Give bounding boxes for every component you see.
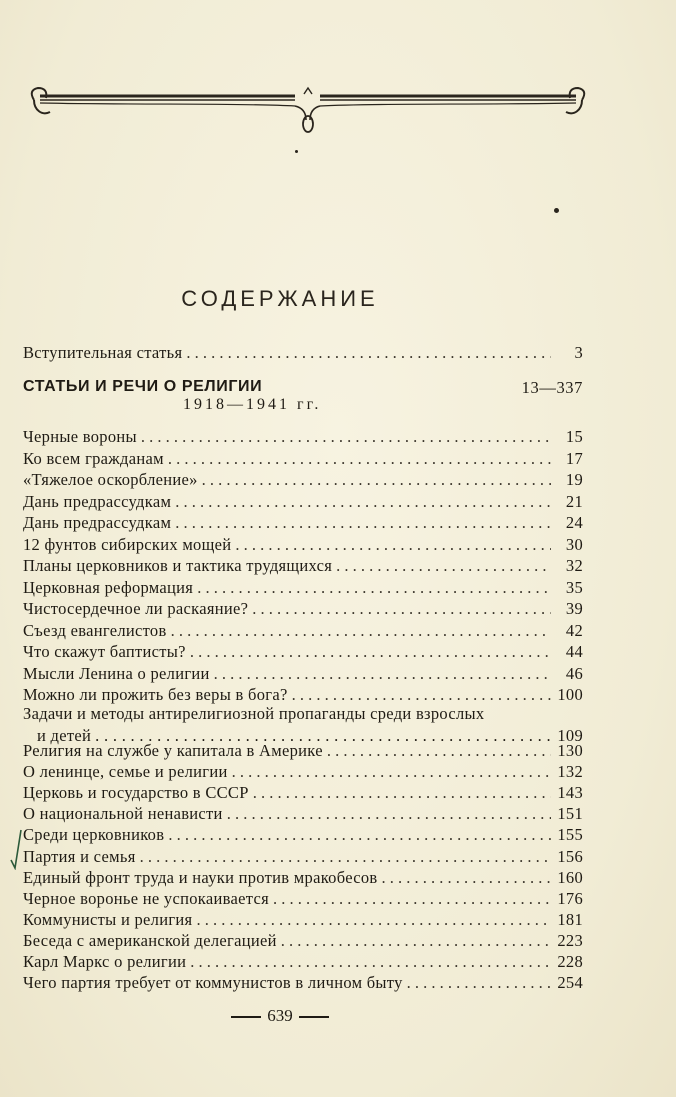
dot-leader (141, 427, 551, 447)
toc-entry (23, 556, 583, 578)
toc-entry (23, 578, 583, 600)
toc-entry-page: 24 (565, 513, 583, 532)
toc-entry-intro (23, 343, 583, 365)
dot-leader (232, 762, 551, 782)
toc-entry-title: Съезд евангелистов (23, 620, 167, 640)
toc-entry-page: 143 (557, 783, 583, 803)
dot-leader (202, 470, 551, 490)
toc-entry-page: 44 (565, 642, 583, 661)
toc-entry-title-line1: Задачи и методы антирелигиозной пропаганды среди взрослых (23, 704, 485, 723)
dot-leader (281, 931, 551, 951)
toc-entry-title: Черные вороны (23, 427, 137, 446)
page-number: 639 (267, 1006, 293, 1025)
toc-entry (23, 804, 583, 826)
toc-entry-title-line2: и детей (37, 726, 92, 745)
toc-entry-title: Среди церковников (23, 825, 165, 845)
dot-leader (327, 741, 551, 761)
dot-leader (336, 556, 551, 576)
toc-entry-title: Вступительная статья (23, 343, 183, 362)
toc-entry-page: 46 (565, 663, 583, 683)
dot-leader (168, 449, 551, 469)
dot-leader (253, 783, 551, 803)
toc-entry-page: 39 (565, 599, 583, 618)
toc-entry (23, 889, 583, 911)
toc-entry (23, 535, 583, 557)
footer-dash (299, 1016, 329, 1018)
toc-entry-page: 176 (557, 888, 583, 908)
toc-entry-title: Планы церковников и тактика трудящихся (23, 556, 333, 575)
ink-spot (554, 208, 559, 213)
toc-entry-title: Карл Маркс о религии (23, 952, 187, 971)
dot-leader (196, 910, 551, 930)
dot-leader (227, 804, 551, 824)
dot-leader (168, 825, 551, 845)
dot-leader (273, 889, 551, 909)
dot-leader (171, 621, 551, 641)
toc-entry (23, 868, 583, 890)
toc-entry-title: Дань предрассудкам (23, 491, 172, 511)
dot-leader (292, 685, 551, 705)
toc-entry-page: 132 (557, 762, 583, 782)
dot-leader (175, 492, 551, 512)
toc-entry-title: Коммунисты и религия (23, 909, 193, 929)
toc-entry-title: Дань предрассудкам (23, 513, 172, 532)
toc-entry (23, 741, 583, 763)
toc-entry-page: 130 (557, 741, 583, 760)
toc-entry-page: 15 (565, 427, 583, 446)
toc-entry-title: Черное воронье не успокаивается (23, 888, 269, 908)
toc-entry (23, 599, 583, 621)
toc-entry (23, 449, 583, 471)
section-page-range: 13—337 (521, 378, 583, 397)
toc-entry-title: Религия на службе у капитала в Америке (23, 741, 323, 760)
dot-leader (186, 343, 551, 363)
toc-entry-page: 155 (557, 825, 583, 845)
toc-entry (23, 973, 583, 995)
toc-entry-title: О национальной ненависти (23, 804, 223, 824)
toc-entry-page: 35 (565, 577, 583, 597)
toc-entry (23, 762, 583, 784)
dot-leader (252, 599, 551, 619)
toc-entry-title: Мысли Ленина о религии (23, 663, 210, 683)
toc-entry-title: Ко всем гражданам (23, 448, 164, 468)
toc-entry-title: Можно ли прожить без веры в бога? (23, 685, 288, 704)
toc-entry (23, 492, 583, 514)
toc-entry-page: 156 (557, 846, 583, 866)
toc-entry-title: О ленинце, семье и религии (23, 762, 228, 782)
toc-entry-page: 160 (557, 867, 583, 887)
dot-leader (175, 513, 551, 533)
toc-entry-title: Единый фронт труда и науки против мракобесов (23, 867, 378, 887)
toc-entry-title: Церковь и государство в СССР (23, 783, 249, 803)
toc-entry-page: 3 (574, 343, 583, 362)
toc-entry-title: Чего партия требует от коммунистов в личном быту (23, 973, 403, 993)
toc-entry-page: 223 (557, 930, 583, 950)
section-title: СТАТЬИ И РЕЧИ О РЕЛИГИИ (23, 378, 263, 395)
toc-entry-title: Беседа с американской делегацией (23, 930, 277, 950)
dot-leader (197, 578, 551, 598)
toc-entry (23, 931, 583, 953)
toc-entry-page: 42 (565, 620, 583, 640)
toc-entry (23, 470, 583, 492)
dot-leader (382, 868, 551, 888)
toc-entry-page: 100 (557, 685, 583, 704)
toc-entry (23, 952, 583, 974)
ink-spot (295, 150, 298, 153)
toc-entry-title: Чистосердечное ли раскаяние? (23, 599, 249, 618)
dot-leader (190, 642, 551, 662)
dot-leader (190, 952, 551, 972)
toc-entry-page: 19 (565, 470, 583, 489)
toc-entry (23, 783, 583, 805)
toc-entry-title: 12 фунтов сибирских мощей (23, 534, 232, 554)
toc-entry (23, 513, 583, 535)
toc-entry (23, 642, 583, 664)
section-years: 1918—1941 гг. (183, 396, 322, 413)
toc-entry-title: Партия и семья (23, 846, 136, 866)
toc-entry (23, 621, 583, 643)
toc-entry (23, 664, 583, 686)
handwritten-check-mark (5, 826, 25, 870)
toc-entry-page: 30 (565, 534, 583, 554)
dot-leader (214, 664, 551, 684)
toc-entry-page: 21 (565, 491, 583, 511)
dot-leader (235, 535, 551, 555)
toc-entry-page: 181 (557, 909, 583, 929)
dot-leader (140, 847, 551, 867)
page-number-footer (0, 1006, 560, 1026)
toc-entry (23, 825, 583, 847)
toc-entry-page: 17 (565, 448, 583, 468)
toc-entry-page: 228 (557, 952, 583, 971)
decorative-header-ornament (20, 76, 596, 138)
page-title: СОДЕРЖАНИЕ (181, 286, 379, 311)
toc-entry-page: 254 (557, 973, 583, 993)
toc-entry-title: Что скажут баптисты? (23, 642, 186, 661)
toc-entry-title: «Тяжелое оскорбление» (23, 470, 198, 489)
toc-entry (23, 427, 583, 449)
footer-dash (231, 1016, 261, 1018)
toc-entry-page: 109 (557, 726, 583, 745)
toc-entry-title: Церковная реформация (23, 577, 194, 597)
toc-entry-page: 32 (565, 556, 583, 575)
toc-entry (23, 910, 583, 932)
dot-leader (407, 973, 551, 993)
toc-entry-page: 151 (557, 804, 583, 824)
toc-entry (23, 847, 583, 869)
